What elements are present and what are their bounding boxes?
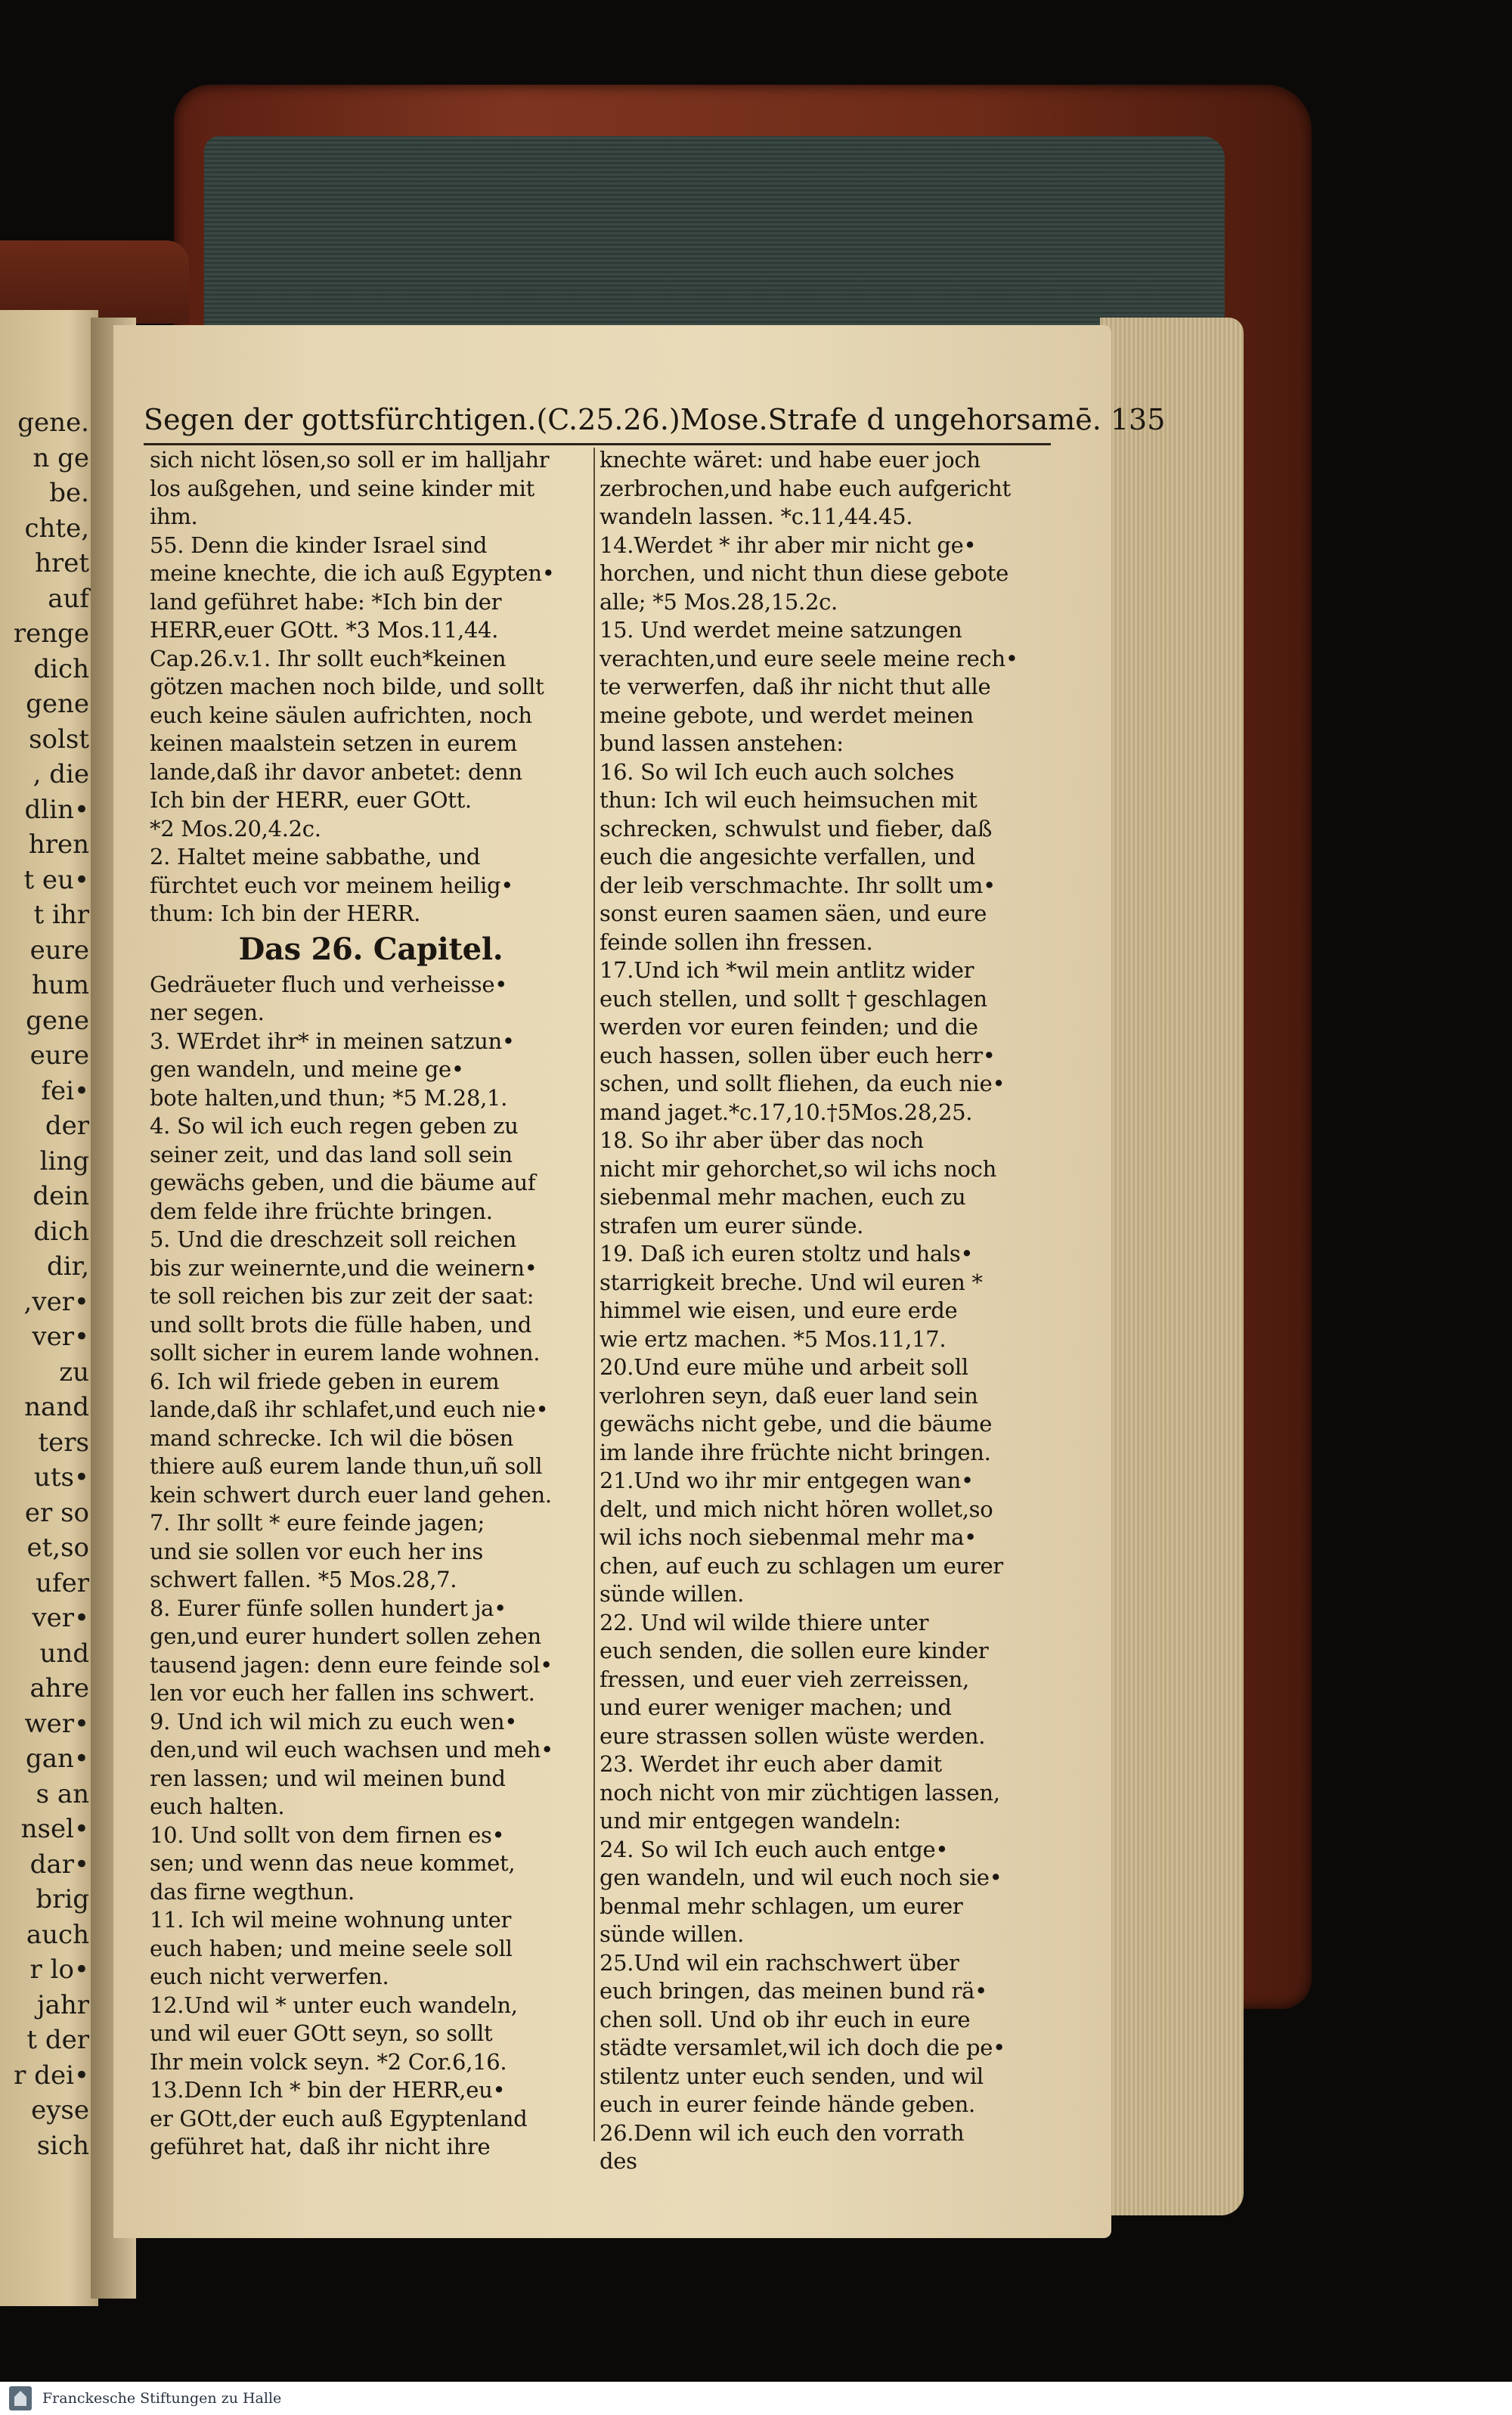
text-line: land geführet habe: *Ich bin der	[150, 588, 502, 615]
text-line: delt, und mich nicht hören wollet,so	[600, 1496, 993, 1522]
text-line: 19. Daß ich euren stoltz und hals•	[600, 1241, 974, 1266]
text-line: HERR,euer GOtt. *3 Mos.11,44.	[150, 617, 499, 643]
left-page-fragment: ver•	[32, 1322, 89, 1352]
text-line: gen wandeln, und meine ge•	[150, 1056, 464, 1082]
text-line: geführet hat, daß ihr nicht ihre	[150, 2134, 491, 2159]
text-line: ihm.	[150, 504, 198, 529]
left-page-fragment: auch	[26, 1919, 89, 1950]
text-line: wandeln lassen. *c.11,44.45.	[600, 504, 913, 529]
text-line: Gedräueter fluch und verheisse•	[150, 971, 507, 997]
text-line: seiner zeit, und das land soll sein	[150, 1141, 513, 1167]
text-line: 13.Denn Ich * bin der HERR,eu•	[150, 2077, 506, 2103]
text-line: und mir entgegen wandeln:	[600, 1808, 901, 1834]
text-line: knechte wäret: und habe euer joch	[600, 447, 981, 473]
text-line: 5. Und die dreschzeit soll reichen	[150, 1226, 516, 1252]
text-line: euch bringen, das meinen bund rä•	[600, 1978, 987, 2004]
text-line: gen wandeln, und wil euch noch sie•	[600, 1865, 1002, 1890]
text-line: dem felde ihre früchte bringen.	[150, 1198, 493, 1224]
text-line: sich nicht lösen,so soll er im halljahr	[150, 447, 550, 473]
left-page-fragment: ahre	[29, 1673, 89, 1704]
text-line: meine gebote, und werdet meinen	[600, 702, 974, 728]
text-line: zerbrochen,und habe euch aufgericht	[600, 475, 1011, 501]
text-line: nicht mir gehorchet,so wil ichs noch	[600, 1155, 996, 1182]
text-line: gewächs geben, und die bäume auf	[150, 1170, 536, 1195]
text-line: 2. Haltet meine sabbathe, und	[150, 844, 481, 870]
text-line: schrecken, schwulst und fieber, daß	[600, 815, 993, 842]
text-line: götzen machen noch bilde, und sollt	[150, 674, 544, 699]
text-line: und eurer weniger machen; und	[600, 1694, 952, 1720]
text-line: 4. So wil ich euch regen geben zu	[150, 1113, 519, 1139]
text-line: mand schrecke. Ich wil die bösen	[150, 1425, 514, 1451]
text-line: und wil euer GOtt seyn, so sollt	[150, 2020, 493, 2046]
text-line: sen; und wenn das neue kommet,	[150, 1850, 516, 1876]
left-page-fragment: gan•	[26, 1744, 89, 1774]
running-header-left: Segen der gottsfürchtigen.(C.25.26.)Mose.	[144, 403, 768, 436]
left-page-fragment: dein	[33, 1181, 89, 1211]
left-page-fragment: ters	[38, 1427, 89, 1458]
text-line: thiere auß eurem lande thun,uñ soll	[150, 1453, 543, 1479]
page-block-top-edge	[204, 136, 1225, 325]
left-page-fragment: dich	[33, 1216, 89, 1247]
text-line: euch in eurer feinde hände geben.	[600, 2091, 975, 2117]
left-page-fragment: auf	[48, 583, 89, 614]
left-page	[0, 310, 98, 2306]
left-page-fragment: gene.	[17, 408, 89, 438]
text-line: ren lassen; und wil meinen bund	[150, 1765, 506, 1791]
left-page-fragment: er so	[24, 1497, 89, 1528]
left-page-fragment: dar•	[29, 1849, 89, 1880]
text-line: und sollt brots die fülle haben, und	[150, 1311, 532, 1338]
text-line: er GOtt,der euch auß Egyptenland	[150, 2105, 528, 2131]
institution-logo-icon	[9, 2386, 32, 2410]
left-page-fragment: renge	[13, 618, 89, 649]
left-page-fragment: n ge	[33, 442, 89, 473]
left-page-fragment: dir,	[47, 1251, 89, 1282]
left-page-fragment: ufer	[36, 1567, 89, 1598]
text-line: und sie sollen vor euch her ins	[150, 1538, 483, 1564]
left-page-fragment: t eu•	[23, 864, 89, 895]
left-page-fragment: und	[39, 1638, 89, 1669]
left-page-fragment: hum	[31, 970, 89, 1000]
text-line: feinde sollen ihn fressen.	[600, 928, 873, 955]
text-line: der leib verschmachte. Ihr sollt um•	[600, 872, 996, 898]
left-page-fragment: r dei•	[14, 2060, 89, 2091]
header-rule	[144, 443, 1051, 445]
text-line: im lande ihre früchte nicht bringen.	[600, 1439, 991, 1465]
left-page-fragment: chte,	[24, 513, 89, 544]
left-page-fragment: gene	[26, 689, 89, 719]
left-page-fragment: fei•	[41, 1075, 89, 1106]
text-line: 18. So ihr aber über das noch	[600, 1127, 924, 1153]
left-page-fragment: uts•	[33, 1462, 89, 1493]
text-line: meine knechte, die ich auß Egypten•	[150, 560, 555, 586]
text-line: 20.Und eure mühe und arbeit soll	[600, 1354, 968, 1380]
text-line: schen, und sollt fliehen, da euch nie•	[600, 1071, 1005, 1096]
text-line: *2 Mos.20,4.2c.	[150, 815, 321, 842]
text-line: Ich bin der HERR, euer GOtt.	[150, 787, 472, 813]
text-line: sollt sicher in eurem lande wohnen.	[150, 1340, 541, 1366]
text-line: benmal mehr schlagen, um eurer	[600, 1893, 963, 1919]
text-line: alle; *5 Mos.28,15.2c.	[600, 588, 838, 615]
running-header	[144, 401, 1166, 439]
text-line: noch nicht von mir züchtigen lassen,	[600, 1779, 1000, 1806]
text-line: 26.Denn wil ich euch den vorrath	[600, 2119, 965, 2146]
left-page-fragment: t der	[26, 2025, 89, 2055]
text-line: gen,und eurer hundert sollen zehen	[150, 1623, 541, 1649]
text-line: wie ertz machen. *5 Mos.11,17.	[600, 1325, 947, 1352]
text-line: 11. Ich wil meine wohnung unter	[150, 1907, 512, 1933]
text-line: Cap.26.v.1. Ihr sollt euch*keinen	[150, 645, 507, 671]
text-line: keinen maalstein setzen in eurem	[150, 730, 517, 756]
text-line: los außgehen, und seine kinder mit	[150, 475, 534, 501]
left-page-fragment: zu	[59, 1356, 89, 1387]
text-line: bund lassen anstehen:	[600, 730, 844, 756]
text-line: kein schwert durch euer land gehen.	[150, 1481, 552, 1508]
text-line: 23. Werdet ihr euch aber damit	[600, 1751, 942, 1777]
text-line: 12.Und wil * unter euch wandeln,	[150, 1992, 518, 2018]
text-line: 22. Und wil wilde thiere unter	[600, 1609, 929, 1635]
text-line: fürchtet euch vor meinem heilig•	[150, 872, 514, 898]
text-line: 8. Eurer fünfe sollen hundert ja•	[150, 1595, 507, 1621]
text-line: thum: Ich bin der HERR.	[150, 901, 421, 926]
text-line: bote halten,und thun; *5 M.28,1.	[150, 1084, 508, 1111]
left-page-fragment: ,ver•	[23, 1286, 89, 1317]
left-page-fragment: jahr	[37, 1989, 89, 2020]
text-line: lande,daß ihr schlafet,und euch nie•	[150, 1397, 549, 1422]
text-line: gewächs nicht gebe, und die bäume	[600, 1411, 993, 1437]
text-line: euch senden, die sollen eure kinder	[600, 1638, 989, 1663]
text-line: eure strassen sollen wüste werden.	[600, 1722, 986, 1749]
text-line: thun: Ich wil euch heimsuchen mit	[600, 787, 978, 813]
text-line: himmel wie eisen, und eure erde	[600, 1297, 958, 1323]
left-page-fragment: nand	[24, 1392, 89, 1422]
text-line: 55. Denn die kinder Israel sind	[150, 532, 488, 558]
text-line: chen, auf euch zu schlagen um eurer	[600, 1552, 1003, 1579]
left-page-fragment: eure	[29, 935, 89, 966]
text-line: euch keine säulen aufrichten, noch	[150, 702, 532, 728]
text-line: städte versamlet,wil ich doch die pe•	[600, 2035, 1005, 2060]
text-line: sünde willen.	[600, 1921, 744, 1947]
text-line: 3. WErdet ihr* in meinen satzun•	[150, 1028, 515, 1054]
left-page-fragment: wer•	[24, 1708, 89, 1739]
text-line: den,und wil euch wachsen und meh•	[150, 1737, 553, 1762]
text-line: 15. Und werdet meine satzungen	[600, 617, 962, 643]
left-page-fragment: brig	[36, 1884, 89, 1914]
left-page-fragment: eure	[29, 1040, 89, 1071]
left-page-fragment: et,so	[26, 1533, 89, 1563]
text-line: euch haben; und meine seele soll	[150, 1935, 513, 1961]
text-line: lande,daß ihr davor anbetet: denn	[150, 758, 522, 785]
text-line: ner segen.	[150, 1000, 265, 1025]
text-line: verachten,und eure seele meine rech•	[600, 645, 1018, 671]
text-line: euch hassen, sollen über euch herr•	[600, 1042, 996, 1068]
text-line: 21.Und wo ihr mir entgegen wan•	[600, 1468, 974, 1493]
text-line: 14.Werdet * ihr aber mir nicht ge•	[600, 532, 977, 558]
left-page-fragment: ver•	[32, 1603, 89, 1633]
left-page-fragment: , die	[33, 759, 89, 789]
footer-bar	[0, 2382, 1512, 2415]
left-page-fragment: eyse	[31, 2095, 89, 2125]
left-page-fragment: dich	[33, 653, 89, 684]
text-line: schwert fallen. *5 Mos.28,7.	[150, 1567, 457, 1592]
left-page-fragment: der	[45, 1111, 89, 1141]
column-divider	[593, 448, 595, 2141]
text-line: das firne wegthun.	[150, 1878, 355, 1905]
left-page-fragment: solst	[29, 724, 89, 755]
left-page-fragment: nsel•	[20, 1814, 89, 1844]
text-line: te verwerfen, daß ihr nicht thut alle	[600, 674, 991, 699]
text-line: 16. So wil Ich euch auch solches	[600, 758, 955, 785]
text-line: Ihr mein volck seyn. *2 Cor.6,16.	[150, 2048, 507, 2075]
left-page-fragment: sich	[36, 2130, 89, 2161]
text-line: te soll reichen bis zur zeit der saat:	[150, 1283, 534, 1309]
text-line: sonst euren saamen säen, und eure	[600, 901, 987, 926]
text-line: euch nicht verwerfen.	[150, 1964, 389, 1989]
text-line: des	[600, 2148, 637, 2174]
text-line: euch stellen, und sollt † geschlagen	[600, 985, 987, 1012]
text-column-right	[600, 446, 1042, 2176]
running-header-right: Strafe d ungehorsamē. 135	[767, 403, 1166, 436]
left-page-fragment: be.	[49, 478, 89, 508]
text-line: 9. Und ich wil mich zu euch wen•	[150, 1708, 518, 1735]
text-line: tausend jagen: denn eure feinde sol•	[150, 1651, 553, 1678]
left-page-fragment: r lo•	[29, 1955, 89, 1985]
text-line: euch halten.	[150, 1793, 285, 1819]
text-line: Das 26. Capitel.	[238, 931, 503, 967]
left-page-fragment: gene	[26, 1005, 89, 1036]
left-page-fragment: hren	[28, 829, 89, 860]
text-column-left	[150, 446, 592, 2162]
footer-credit: Franckesche Stiftungen zu Halle	[42, 2390, 282, 2407]
text-line: chen soll. Und ob ihr euch in eure	[600, 2006, 971, 2032]
text-line: 24. So wil Ich euch auch entge•	[600, 1836, 949, 1862]
text-line: strafen um eurer sünde.	[600, 1212, 864, 1239]
text-line: verlohren seyn, daß euer land sein	[600, 1382, 978, 1409]
text-line: horchen, und nicht thun diese gebote	[600, 560, 1009, 586]
text-line: 10. Und sollt von dem firnen es•	[150, 1821, 505, 1848]
text-line: 17.Und ich *wil mein antlitz wider	[600, 957, 974, 983]
text-line: bis zur weinernte,und die weinern•	[150, 1254, 538, 1281]
text-line: fressen, und euer vieh zerreissen,	[600, 1666, 969, 1692]
left-page-fragment: hret	[35, 548, 89, 578]
text-line: stilentz unter euch senden, und wil	[600, 2063, 984, 2089]
text-line: wil ichs noch siebenmal mehr ma•	[600, 1524, 977, 1550]
text-line: len vor euch her fallen ins schwert.	[150, 1680, 535, 1706]
text-line: euch die angesichte verfallen, und	[600, 844, 975, 870]
left-page-fragment: t ihr	[33, 900, 89, 930]
text-line: 6. Ich wil friede geben in eurem	[150, 1368, 500, 1394]
text-line: sünde willen.	[600, 1581, 744, 1607]
text-line: starrigkeit breche. Und wil euren *	[600, 1269, 983, 1295]
text-line: siebenmal mehr machen, euch zu	[600, 1184, 966, 1210]
left-page-fragment: ling	[39, 1145, 89, 1176]
text-line: werden vor euren feinden; und die	[600, 1014, 978, 1040]
left-page-fragment: dlin•	[24, 794, 89, 825]
left-page-fragment: s an	[36, 1778, 89, 1809]
text-line: 25.Und wil ein rachschwert über	[600, 1949, 959, 1976]
text-line: mand jaget.*c.17,10.†5Mos.28,25.	[600, 1099, 973, 1125]
text-line: 7. Ihr sollt * eure feinde jagen;	[150, 1510, 485, 1536]
page-block-fore-edge	[1100, 318, 1244, 2215]
